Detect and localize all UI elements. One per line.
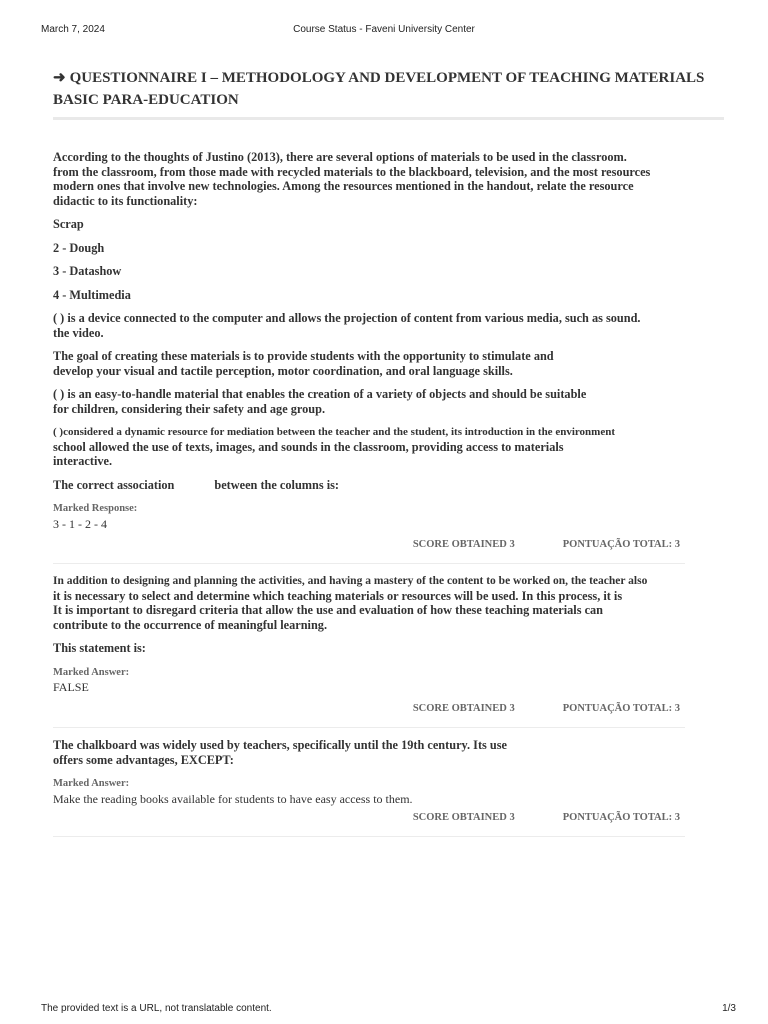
question-2-stem	[53, 574, 685, 632]
marked-answer-label: Marked Response:	[53, 503, 138, 514]
option-4: 4 - Multimedia	[53, 287, 131, 302]
question-1-stem	[53, 150, 685, 208]
statement-line: The goal of creating these materials is to provide students with the opportunity to stimulate and	[53, 349, 554, 363]
question-2	[53, 574, 685, 695]
statement-line: the video.	[53, 325, 104, 340]
question-divider	[53, 727, 685, 728]
statement-1	[53, 311, 685, 340]
question-3	[53, 738, 685, 806]
statement-line: school allowed the use of texts, images, and sounds in the classroom, providing access to materials	[53, 439, 564, 454]
statement-line: for children, considering their safety and age group.	[53, 401, 326, 416]
marked-answer-label: Marked Answer:	[53, 778, 130, 789]
question-2-prompt: This statement is:	[53, 641, 146, 655]
marked-answer: Make the reading books available for students to have easy access to them.	[53, 791, 413, 806]
marked-answer: 3 - 1 - 2 - 4	[53, 516, 107, 531]
question-3-line: The chalkboard was widely used by teachers, specifically until the 19th century. Its use	[53, 738, 507, 752]
page-number: 1/3	[722, 1003, 736, 1014]
closing-left: The correct association	[53, 477, 175, 492]
question-2-line: contribute to the occurrence of meaningful learning.	[53, 617, 328, 632]
question-1-closing	[53, 478, 685, 493]
question-2-line: In addition to designing and planning the activities, and having a mastery of the content to be worked on, the teacher also	[53, 575, 648, 587]
statement-4	[53, 425, 685, 469]
question-3-line: offers some advantages, EXCEPT:	[53, 752, 234, 767]
score-total: PONTUAÇÃO TOTAL: 3	[562, 812, 680, 823]
statement-line: ( )considered a dynamic resource for mediation between the teacher and the student, its introduction in the environment	[53, 426, 615, 438]
question-divider	[53, 836, 685, 837]
score-row	[53, 539, 680, 550]
option-1: Scrap	[53, 217, 84, 231]
statement-line: interactive.	[53, 454, 113, 468]
arrow-right-icon: ➜	[53, 70, 66, 86]
option-3: 3 - Datashow	[53, 264, 122, 278]
statement-line: ( ) is an easy-to-handle material that enables the creation of a variety of objects and should be suitable	[53, 387, 587, 401]
question-1-line: didactic to its functionality:	[53, 193, 198, 208]
statement-3	[53, 387, 685, 416]
question-1	[53, 150, 685, 531]
question-1-line: modern ones that involve new technologies. Among the resources mentioned in the handout, relate the resource	[53, 179, 634, 193]
statement-line: develop your visual and tactile perception, motor coordination, and oral language skills.	[53, 363, 513, 378]
option-2: 2 - Dough	[53, 240, 105, 255]
score-obtained: SCORE OBTAINED 3	[412, 812, 515, 823]
page-title-text: QUESTIONNAIRE I – METHODOLOGY AND DEVELOPMENT OF TEACHING MATERIALS BASIC PARA-EDUCATION	[53, 70, 705, 108]
print-date: March 7, 2024	[41, 24, 105, 35]
question-1-line: from the classroom, from those made with recycled materials to the blackboard, television, and the most resources	[53, 164, 651, 179]
title-divider	[53, 117, 724, 120]
question-2-line: it is necessary to select and determine which teaching materials or resources will be used. In this process, it is	[53, 588, 623, 603]
score-row	[53, 703, 680, 714]
page-title	[53, 67, 723, 111]
score-obtained: SCORE OBTAINED 3	[412, 703, 515, 714]
marked-answer-label: Marked Answer:	[53, 666, 130, 678]
statement-line: ( ) is a device connected to the computer and allows the projection of content from various media, such as sound.	[53, 311, 641, 325]
statement-2	[53, 349, 685, 378]
marked-answer: FALSE	[53, 680, 89, 694]
score-total: PONTUAÇÃO TOTAL: 3	[562, 539, 680, 550]
print-header-title: Course Status - Faveni University Center	[293, 24, 475, 35]
question-1-line: According to the thoughts of Justino (2013), there are several options of materials to be used in the classroom.	[53, 150, 627, 164]
closing-right: between the columns is:	[214, 477, 340, 492]
score-total: PONTUAÇÃO TOTAL: 3	[562, 703, 680, 714]
question-3-stem	[53, 738, 685, 767]
print-footer-url: The provided text is a URL, not translatable content.	[41, 1003, 272, 1014]
score-row	[53, 812, 680, 823]
score-obtained: SCORE OBTAINED 3	[412, 539, 515, 550]
question-2-line: It is important to disregard criteria that allow the use and evaluation of how these teaching materials can	[53, 603, 604, 617]
question-divider	[53, 563, 685, 564]
